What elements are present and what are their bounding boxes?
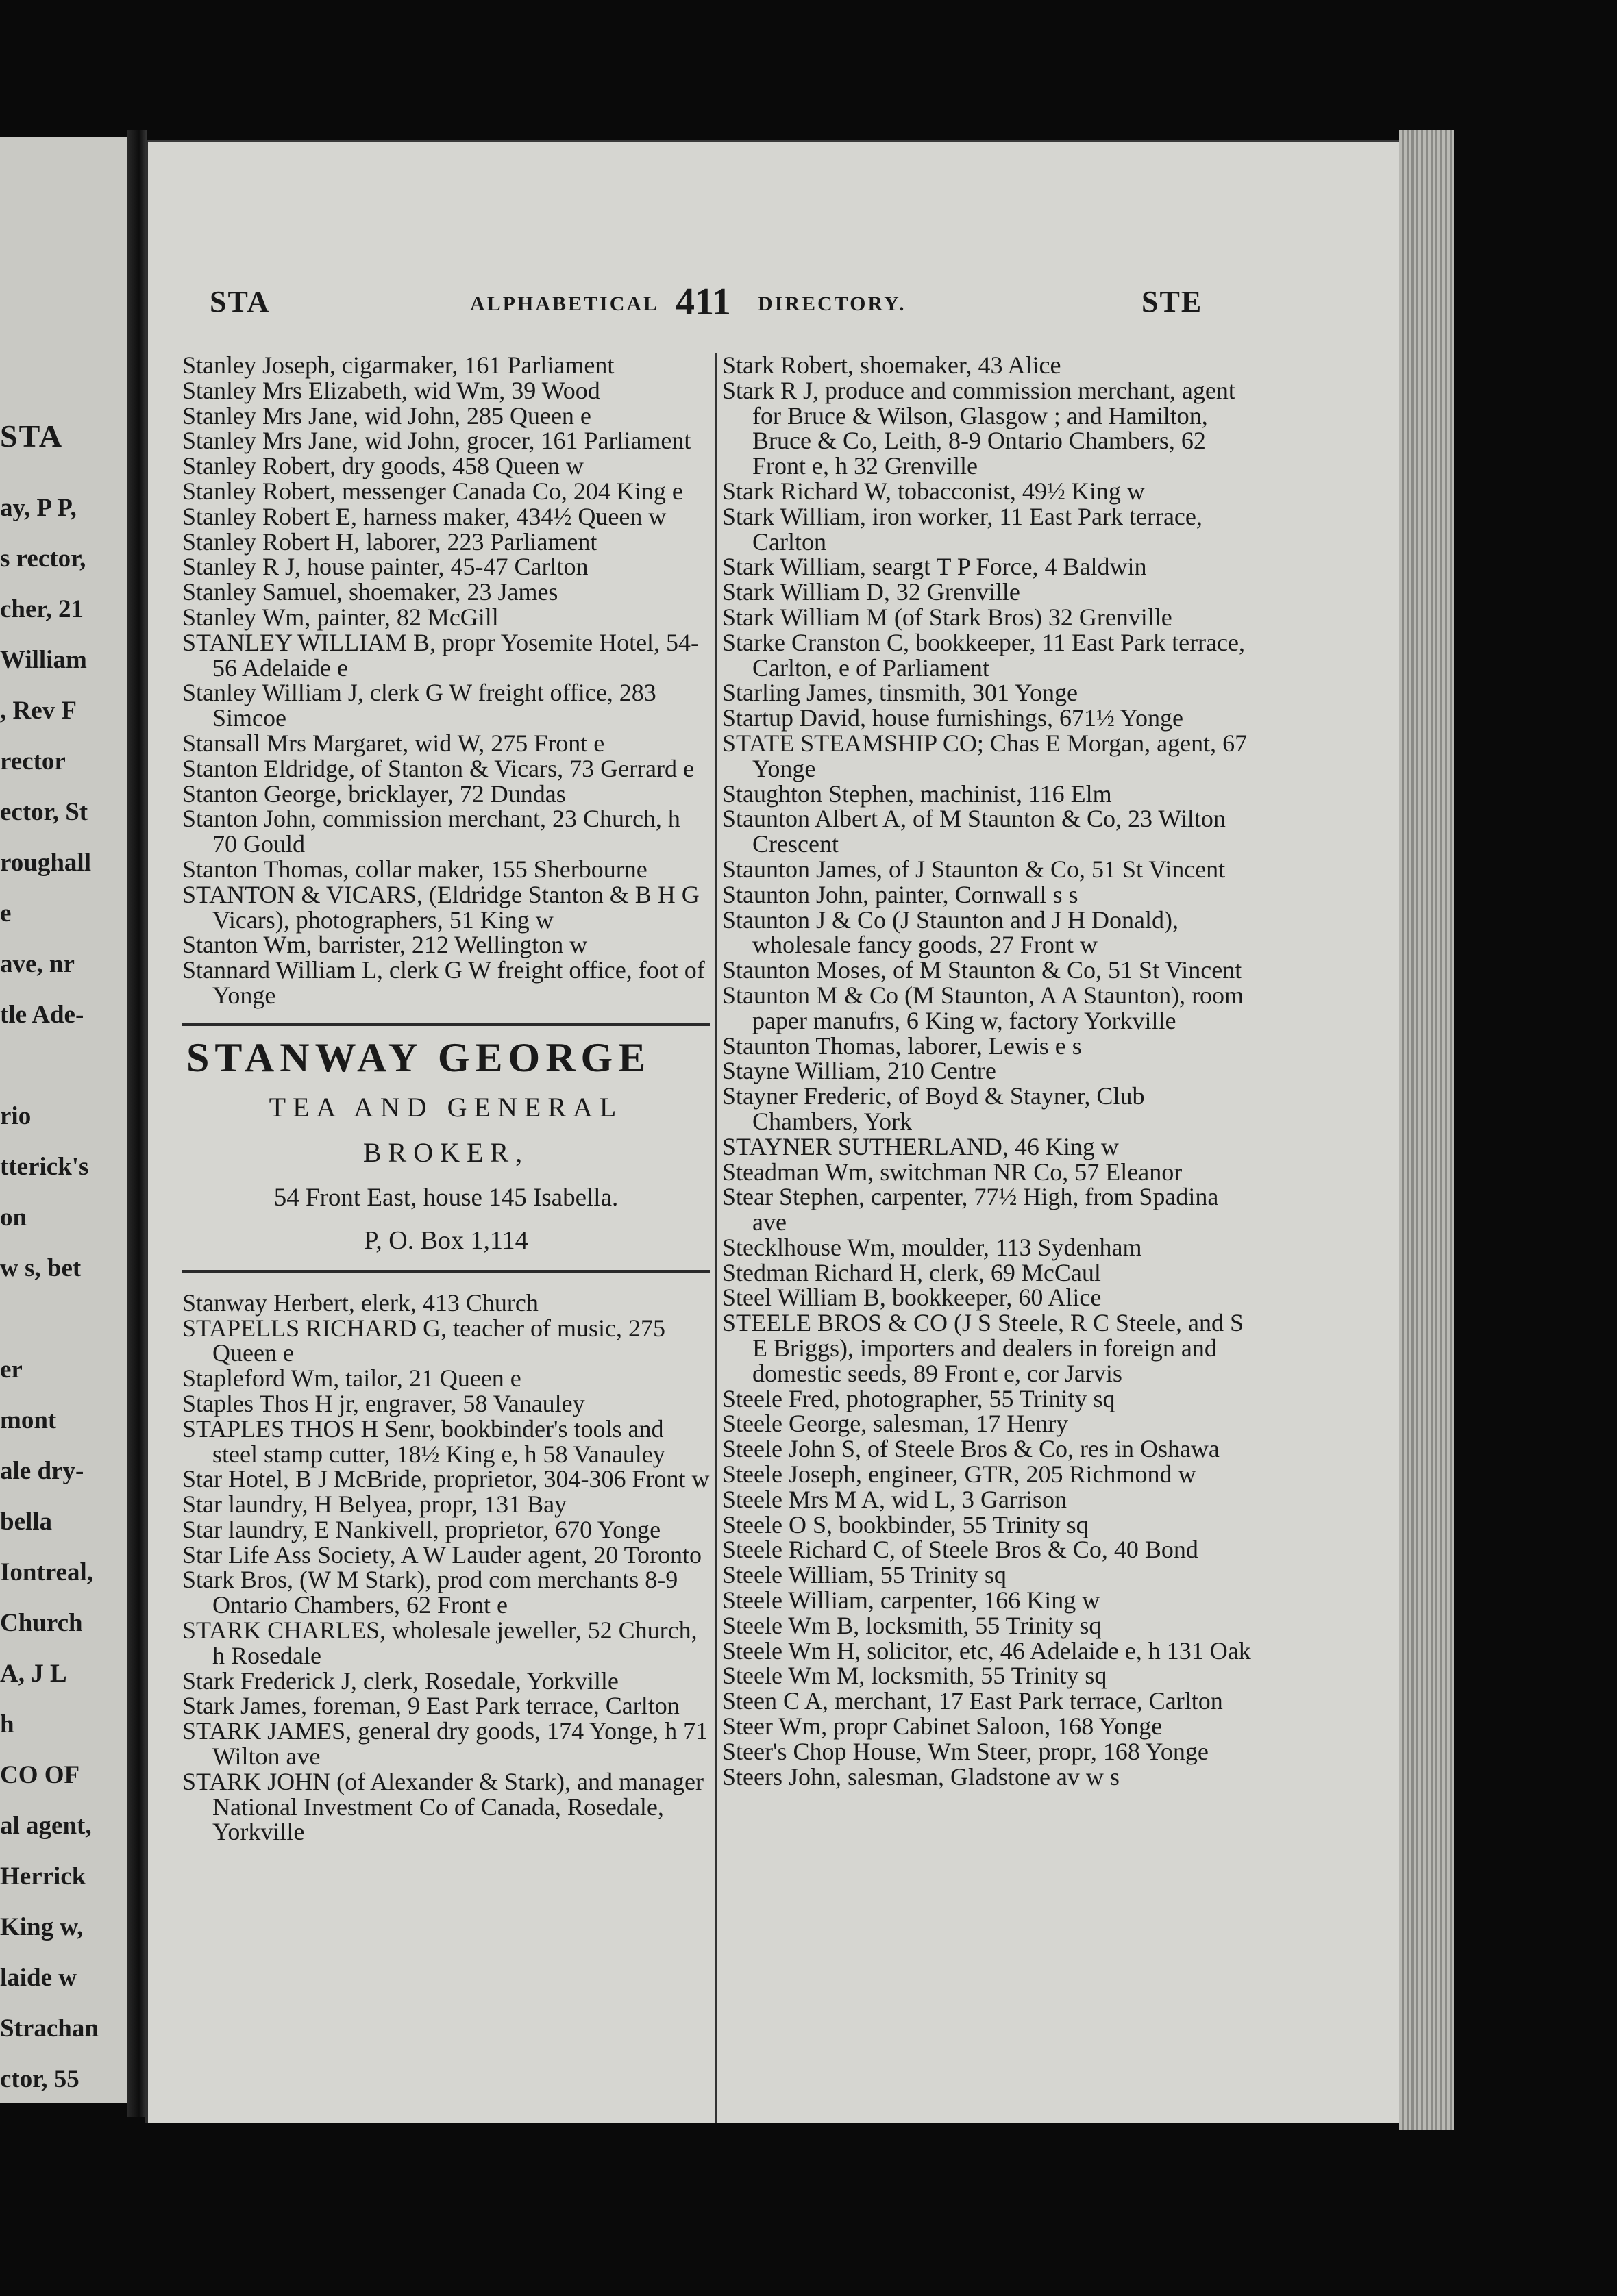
directory-entry: Stannard William L, clerk G W freight office, foot of Yonge bbox=[182, 956, 705, 1009]
previous-page-line: rio bbox=[0, 1102, 32, 1130]
previous-page-line: tle Ade- bbox=[0, 1001, 84, 1029]
directory-entry: Stark Frederick J, clerk, Rosedale, Yorkville bbox=[182, 1667, 619, 1695]
directory-entry: Stanley Joseph, cigarmaker, 161 Parliament bbox=[182, 351, 615, 379]
advertisement-po-box: P, O. Box 1,114 bbox=[364, 1225, 528, 1255]
directory-entry: Stanley Mrs Jane, wid John, 285 Queen e bbox=[182, 401, 591, 429]
directory-entry: Steel William B, bookkeeper, 60 Alice bbox=[722, 1284, 1102, 1312]
header-left: STA bbox=[210, 285, 271, 319]
previous-page-line: King w, bbox=[0, 1913, 84, 1941]
directory-entry: Starling James, tinsmith, 301 Yonge bbox=[722, 679, 1078, 707]
directory-entry: Steele Fred, photographer, 55 Trinity sq bbox=[722, 1384, 1115, 1412]
advertisement-name: STANWAY GEORGE bbox=[186, 1034, 652, 1080]
directory-entry: Staunton Thomas, laborer, Lewis e s bbox=[722, 1032, 1082, 1060]
directory-entry: Stark James, foreman, 9 East Park terrace, Carlton bbox=[182, 1692, 680, 1720]
directory-entry: Stark William D, 32 Grenville bbox=[722, 578, 1020, 606]
previous-page-line: h bbox=[0, 1710, 14, 1738]
directory-entry: Staunton Moses, of M Staunton & Co, 51 St Vincent bbox=[722, 956, 1242, 984]
directory-entry: Steele George, salesman, 17 Henry bbox=[722, 1410, 1069, 1438]
previous-page-line: ay, P P, bbox=[0, 494, 77, 522]
header-right: STE bbox=[1141, 285, 1203, 319]
directory-entry: Steele Wm B, locksmith, 55 Trinity sq bbox=[722, 1611, 1102, 1639]
page-stack-edge bbox=[1399, 130, 1454, 2130]
previous-page-line: on bbox=[0, 1203, 27, 1232]
previous-page-line: A, J L bbox=[0, 1660, 67, 1688]
directory-entry: Staunton M & Co (M Staunton, A A Staunton), room paper manufrs, 6 King w, factory Yorkville bbox=[722, 981, 1244, 1034]
header-directory: DIRECTORY. bbox=[758, 292, 906, 315]
directory-entry: STARK JOHN (of Alexander & Stark), and manager National Investment Co of Canada, Rosedale, Yorkville bbox=[182, 1767, 704, 1846]
directory-entry: Stanley Wm, painter, 82 McGill bbox=[182, 603, 499, 631]
directory-entry: Stanley Robert E, harness maker, 434½ Queen w bbox=[182, 502, 667, 530]
left-entries-bottom bbox=[182, 1290, 710, 1845]
left-entries-top bbox=[182, 353, 710, 1008]
previous-page-line: e bbox=[0, 899, 12, 927]
directory-entry: Staples Thos H jr, engraver, 58 Vanauley bbox=[182, 1389, 585, 1417]
directory-entry: Stedman Richard H, clerk, 69 McCaul bbox=[722, 1258, 1101, 1286]
directory-entry: Steele John S, of Steele Bros & Co, res in Oshawa bbox=[722, 1435, 1220, 1463]
previous-page-line: roughall bbox=[0, 849, 91, 877]
directory-entry: Steele Mrs M A, wid L, 3 Garrison bbox=[722, 1485, 1067, 1513]
directory-entry: STANTON & VICARS, (Eldridge Stanton & B H G Vicars), photographers, 51 King w bbox=[182, 880, 700, 934]
directory-entry: Staunton James, of J Staunton & Co, 51 St Vincent bbox=[722, 855, 1226, 883]
previous-page-line: ector, St bbox=[0, 798, 88, 826]
directory-entry: Stark William, iron worker, 11 East Park terrace, Carlton bbox=[722, 502, 1202, 556]
directory-entry: Steen C A, merchant, 17 East Park terrace, Carlton bbox=[722, 1687, 1223, 1715]
directory-entry: Stark William, seargt T P Force, 4 Baldwin bbox=[722, 553, 1147, 581]
directory-entry: Steer Wm, propr Cabinet Saloon, 168 Yonge bbox=[722, 1712, 1163, 1740]
previous-page-line: Iontreal, bbox=[0, 1558, 94, 1586]
directory-entry: Steele William, carpenter, 166 King w bbox=[722, 1586, 1100, 1614]
previous-page-line: er bbox=[0, 1356, 23, 1384]
previous-page-line: bella bbox=[0, 1508, 53, 1536]
running-head bbox=[148, 281, 1402, 325]
directory-entry: Stark Richard W, tobacconist, 49½ King w bbox=[722, 477, 1145, 505]
directory-entry: Steele Joseph, engineer, GTR, 205 Richmond w bbox=[722, 1460, 1196, 1488]
previous-page-line: ale dry- bbox=[0, 1457, 84, 1485]
directory-entry: Stear Stephen, carpenter, 77½ High, from Spadina ave bbox=[722, 1183, 1219, 1236]
previous-page-line: William bbox=[0, 646, 87, 674]
directory-entry: Steadman Wm, switchman NR Co, 57 Eleanor bbox=[722, 1158, 1183, 1186]
previous-page-line: ave, nr bbox=[0, 950, 75, 978]
directory-entry: Stanley Robert, messenger Canada Co, 204 King e bbox=[182, 477, 683, 505]
directory-entry: Stayner Frederic, of Boyd & Stayner, Club Chambers, York bbox=[722, 1082, 1145, 1135]
directory-entry: Stanton John, commission merchant, 23 Church, h 70 Gould bbox=[182, 805, 680, 858]
directory-entry: Stark Bros, (W M Stark), prod com merchants 8-9 Ontario Chambers, 62 Front e bbox=[182, 1566, 678, 1619]
directory-entry: Stanley R J, house painter, 45-47 Carlton bbox=[182, 553, 589, 581]
previous-page-line: Herrick bbox=[0, 1862, 86, 1891]
previous-page-fragment bbox=[0, 137, 127, 2103]
directory-entry: Stanley Robert H, laborer, 223 Parliament bbox=[182, 527, 597, 556]
book-gutter bbox=[127, 130, 147, 2117]
directory-entry: Starke Cranston C, bookkeeper, 11 East Park terrace, Carlton, e of Parliament bbox=[722, 628, 1245, 682]
previous-page-line: al agent, bbox=[0, 1812, 92, 1840]
directory-entry: Steele Wm M, locksmith, 55 Trinity sq bbox=[722, 1662, 1107, 1690]
column-divider bbox=[715, 353, 717, 2123]
directory-entry: Staughton Stephen, machinist, 116 Elm bbox=[722, 779, 1112, 808]
previous-page-line: Strachan bbox=[0, 2014, 99, 2043]
directory-entry: Stark Robert, shoemaker, 43 Alice bbox=[722, 351, 1061, 379]
right-entries bbox=[722, 353, 1257, 1789]
directory-entry: Stanley Robert, dry goods, 458 Queen w bbox=[182, 452, 584, 480]
directory-entry: Stecklhouse Wm, moulder, 113 Sydenham bbox=[722, 1233, 1142, 1261]
directory-entry: Steele William, 55 Trinity sq bbox=[722, 1561, 1007, 1589]
directory-entry: Steele O S, bookbinder, 55 Trinity sq bbox=[722, 1510, 1089, 1538]
directory-entry: Stanway Herbert, elerk, 413 Church bbox=[182, 1288, 539, 1317]
directory-entry: Startup David, house furnishings, 671½ Yonge bbox=[722, 704, 1183, 732]
directory-entry: Stapleford Wm, tailor, 21 Queen e bbox=[182, 1364, 521, 1393]
directory-entry: STARK CHARLES, wholesale jeweller, 52 Church, h Rosedale bbox=[182, 1617, 698, 1669]
previous-page-line: tterick's bbox=[0, 1153, 89, 1181]
right-column bbox=[722, 353, 1257, 1789]
directory-entry: Stanton Eldridge, of Stanton & Vicars, 73 Gerrard e bbox=[182, 754, 694, 782]
previous-page-line: , Rev F bbox=[0, 697, 77, 725]
advertisement-subtitle: TEA AND GENERAL BROKER, bbox=[269, 1091, 624, 1168]
previous-page-line: CO OF bbox=[0, 1761, 80, 1789]
directory-entry: Steele Wm H, solicitor, etc, 46 Adelaide e, h 131 Oak bbox=[722, 1636, 1251, 1664]
directory-entry: Stanley Samuel, shoemaker, 23 James bbox=[182, 578, 558, 606]
directory-entry: Staunton John, painter, Cornwall s s bbox=[722, 880, 1078, 908]
previous-page-line: Church bbox=[0, 1609, 83, 1637]
previous-page-header: STA bbox=[0, 419, 64, 453]
directory-entry: Star Hotel, B J McBride, proprietor, 304-306 Front w bbox=[182, 1465, 710, 1493]
previous-page-line: laide w bbox=[0, 1964, 77, 1992]
directory-entry: STATE STEAMSHIP CO; Chas E Morgan, agent, 67 Yonge bbox=[722, 729, 1248, 782]
directory-entry: Stanton Thomas, collar maker, 155 Sherbourne bbox=[182, 855, 647, 883]
directory-entry: Steele Richard C, of Steele Bros & Co, 40 Bond bbox=[722, 1536, 1198, 1564]
left-column bbox=[182, 353, 710, 1845]
advertisement-box bbox=[182, 1023, 710, 1273]
directory-entry: Stark R J, produce and commission merchant, agent for Bruce & Wilson, Glasgow ; and Hamilton, Bruce & Co, Leith, 8-9 Ontario Chambers, 62 Front e, h 32 Grenville bbox=[722, 376, 1235, 480]
directory-entry: Staunton Albert A, of M Staunton & Co, 23 Wilton Crescent bbox=[722, 805, 1226, 858]
directory-entry: Stanley William J, clerk G W freight office, 283 Simcoe bbox=[182, 679, 656, 732]
page-top-rule bbox=[148, 140, 1402, 142]
directory-entry: STARK JAMES, general dry goods, 174 Yonge, h 71 Wilton ave bbox=[182, 1717, 708, 1771]
previous-page-line: ctor, 55 bbox=[0, 2065, 79, 2093]
previous-page-line: s rector, bbox=[0, 545, 86, 573]
previous-page-line: cher, 21 bbox=[0, 595, 84, 623]
directory-entry: Stayne William, 210 Centre bbox=[722, 1057, 996, 1085]
directory-entry: Stanton George, bricklayer, 72 Dundas bbox=[182, 779, 566, 808]
directory-entry: Steer's Chop House, Wm Steer, propr, 168 Yonge bbox=[722, 1737, 1209, 1765]
directory-entry: Star laundry, E Nankivell, proprietor, 670 Yonge bbox=[182, 1515, 661, 1543]
directory-entry: Stanley Mrs Elizabeth, wid Wm, 39 Wood bbox=[182, 376, 600, 404]
directory-entry: STANLEY WILLIAM B, propr Yosemite Hotel, 54-56 Adelaide e bbox=[182, 628, 700, 682]
directory-entry: STAYNER SUTHERLAND, 46 King w bbox=[722, 1132, 1119, 1160]
directory-entry: Stansall Mrs Margaret, wid W, 275 Front e bbox=[182, 729, 605, 757]
previous-page-line: mont bbox=[0, 1406, 57, 1434]
header-alphabetical: ALPHABETICAL bbox=[470, 292, 660, 315]
directory-entry: Star Life Ass Society, A W Lauder agent, 20 Toronto bbox=[182, 1540, 702, 1569]
directory-entry: Star laundry, H Belyea, propr, 131 Bay bbox=[182, 1490, 567, 1519]
directory-entry: STAPLES THOS H Senr, bookbinder's tools and steel stamp cutter, 18½ King e, h 58 Vanauley bbox=[182, 1414, 665, 1468]
directory-entry: Stark William M (of Stark Bros) 32 Grenville bbox=[722, 603, 1172, 631]
previous-page-line: w s, bet bbox=[0, 1254, 82, 1282]
directory-entry: Stanley Mrs Jane, wid John, grocer, 161 Parliament bbox=[182, 427, 691, 455]
directory-entry: STEELE BROS & CO (J S Steele, R C Steele, and S E Briggs), importers and dealers in foreign and domestic seeds, 89 Front e, cor Jarvis bbox=[722, 1309, 1244, 1387]
directory-entry: STAPELLS RICHARD G, teacher of music, 275 Queen e bbox=[182, 1314, 666, 1367]
advertisement-address: 54 Front East, house 145 Isabella. bbox=[273, 1183, 619, 1212]
page-number: 411 bbox=[676, 281, 731, 323]
previous-page-line: rector bbox=[0, 747, 66, 775]
directory-entry: Staunton J & Co (J Staunton and J H Donald), wholesale fancy goods, 27 Front w bbox=[722, 906, 1178, 959]
directory-entry: Stanton Wm, barrister, 212 Wellington w bbox=[182, 931, 588, 959]
directory-page bbox=[145, 140, 1402, 2123]
directory-entry: Steers John, salesman, Gladstone av w s bbox=[722, 1762, 1120, 1790]
